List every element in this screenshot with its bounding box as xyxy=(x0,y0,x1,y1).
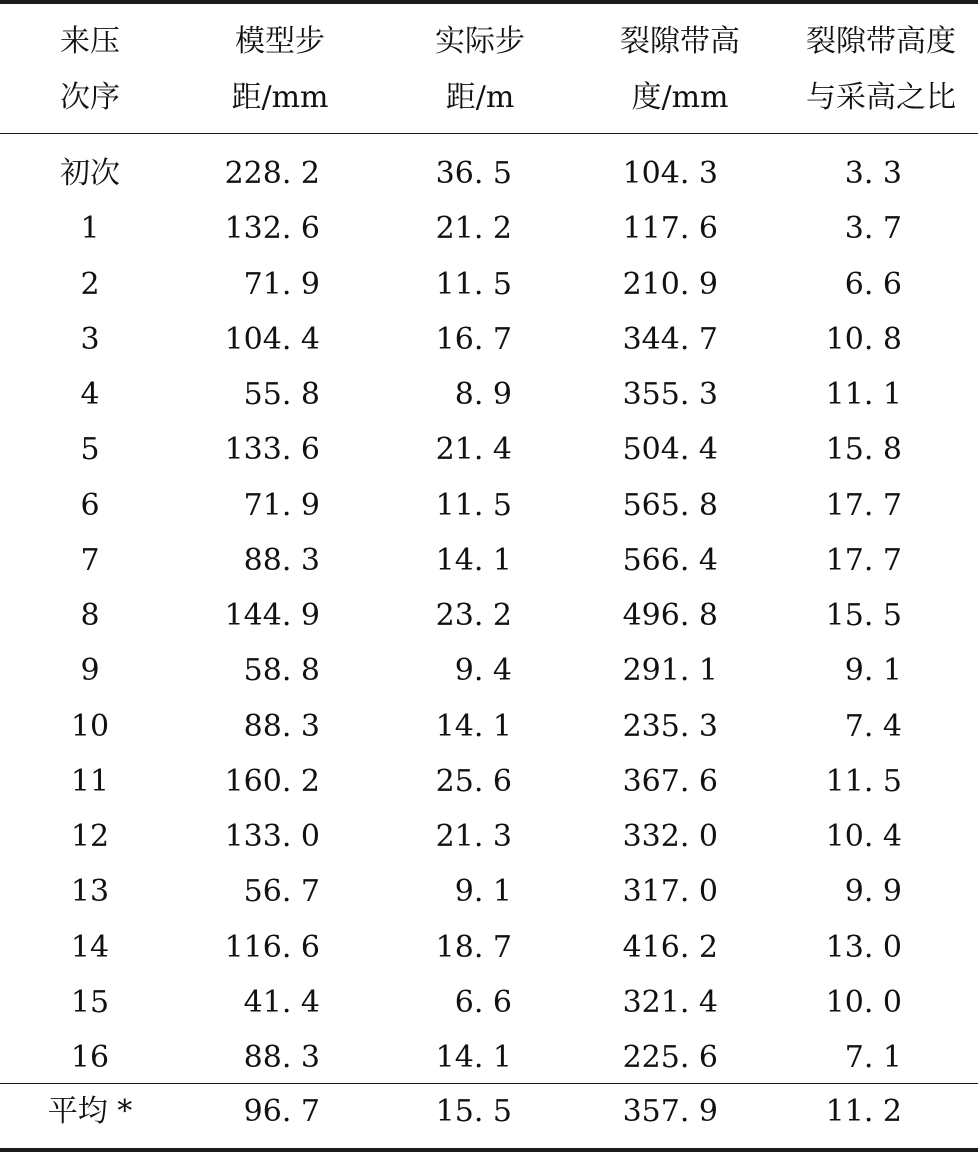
cell-sequence: 4 xyxy=(80,377,100,412)
cell-sequence: 9 xyxy=(80,653,100,689)
table-row xyxy=(0,146,978,201)
header-text: 次序 xyxy=(60,80,120,115)
cell-model-step: 228. 2 xyxy=(224,156,320,191)
cell-sequence: 6 xyxy=(80,487,100,523)
cell-height-ratio: 13. 0 xyxy=(825,929,902,965)
average-model-step: 96. 7 xyxy=(243,1094,320,1129)
header-text: 来压 xyxy=(60,24,120,59)
cell-height-ratio: 9. 1 xyxy=(844,653,902,689)
cell-actual-step: 9. 4 xyxy=(454,653,512,689)
cell-model-step: 116. 6 xyxy=(224,929,320,965)
cell-actual-step: 25. 6 xyxy=(435,763,512,799)
cell-sequence: 2 xyxy=(80,266,100,302)
cell-model-step: 104. 4 xyxy=(224,321,320,357)
cell-fracture-height: 332. 0 xyxy=(622,819,718,854)
cell-actual-step: 36. 5 xyxy=(435,156,512,191)
cell-sequence: 12 xyxy=(70,819,110,854)
top-rule xyxy=(0,0,978,4)
cell-model-step: 41. 4 xyxy=(243,984,320,1020)
cell-height-ratio: 9. 9 xyxy=(844,874,902,910)
cell-sequence: 初次 xyxy=(60,156,120,191)
header-rule xyxy=(0,133,978,134)
cell-fracture-height: 317. 0 xyxy=(622,874,718,910)
cell-actual-step: 11. 5 xyxy=(435,266,512,302)
cell-fracture-height: 117. 6 xyxy=(622,211,718,247)
cell-actual-step: 14. 1 xyxy=(435,542,512,578)
cell-model-step: 88. 3 xyxy=(243,542,320,578)
cell-fracture-height: 566. 4 xyxy=(622,542,718,578)
cell-height-ratio: 11. 5 xyxy=(825,763,902,799)
table-row xyxy=(0,920,978,975)
cell-model-step: 133. 6 xyxy=(224,432,320,468)
header-text: 度/mm xyxy=(631,80,729,115)
cell-fracture-height: 565. 8 xyxy=(622,487,718,523)
table-row xyxy=(0,699,978,754)
table-row xyxy=(0,367,978,422)
cell-height-ratio: 3. 3 xyxy=(844,156,902,191)
header-model-step xyxy=(200,14,360,126)
header-text: 距/m xyxy=(445,80,515,115)
header-text: 裂隙带高度 xyxy=(806,24,956,59)
header-text: 裂隙带高 xyxy=(620,24,740,59)
cell-sequence: 7 xyxy=(80,542,100,578)
cell-sequence: 10 xyxy=(70,708,110,744)
cell-model-step: 71. 9 xyxy=(243,266,320,302)
average-actual-step: 15. 5 xyxy=(435,1094,512,1129)
table-row xyxy=(0,201,978,256)
cell-model-step: 58. 8 xyxy=(243,653,320,689)
cell-height-ratio: 10. 4 xyxy=(825,819,902,854)
table-row xyxy=(0,643,978,698)
table-row xyxy=(0,478,978,533)
header-text: 模型步 xyxy=(235,24,325,59)
header-height-ratio xyxy=(786,14,976,126)
cell-height-ratio: 17. 7 xyxy=(825,487,902,523)
header-text: 距/mm xyxy=(231,80,329,115)
table-row xyxy=(0,257,978,312)
table-row xyxy=(0,864,978,919)
cell-fracture-height: 355. 3 xyxy=(622,377,718,412)
cell-model-step: 88. 3 xyxy=(243,708,320,744)
average-fracture-height: 357. 9 xyxy=(622,1094,718,1129)
cell-fracture-height: 104. 3 xyxy=(622,156,718,191)
cell-model-step: 71. 9 xyxy=(243,487,320,523)
cell-model-step: 133. 0 xyxy=(224,819,320,854)
cell-actual-step: 21. 2 xyxy=(435,211,512,247)
table-row xyxy=(0,1030,978,1085)
table-row xyxy=(0,533,978,588)
cell-actual-step: 9. 1 xyxy=(454,874,512,910)
cell-actual-step: 21. 4 xyxy=(435,432,512,468)
cell-actual-step: 6. 6 xyxy=(454,984,512,1020)
cell-actual-step: 8. 9 xyxy=(454,377,512,412)
cell-height-ratio: 7. 1 xyxy=(844,1040,902,1075)
table-row xyxy=(0,754,978,809)
cell-sequence: 14 xyxy=(70,929,110,965)
cell-fracture-height: 496. 8 xyxy=(622,598,718,633)
cell-sequence: 3 xyxy=(80,321,100,357)
cell-height-ratio: 3. 7 xyxy=(844,211,902,247)
header-text: 实际步 xyxy=(435,24,525,59)
cell-actual-step: 16. 7 xyxy=(435,321,512,357)
cell-sequence: 16 xyxy=(70,1040,110,1075)
average-height-ratio: 11. 2 xyxy=(825,1094,902,1129)
cell-fracture-height: 504. 4 xyxy=(622,432,718,468)
header-text: 与采高之比 xyxy=(806,80,956,115)
table-row xyxy=(0,588,978,643)
cell-fracture-height: 416. 2 xyxy=(622,929,718,965)
table-row xyxy=(0,809,978,864)
cell-actual-step: 21. 3 xyxy=(435,819,512,854)
cell-model-step: 56. 7 xyxy=(243,874,320,910)
cell-height-ratio: 15. 8 xyxy=(825,432,902,468)
cell-fracture-height: 321. 4 xyxy=(622,984,718,1020)
cell-height-ratio: 11. 1 xyxy=(825,377,902,412)
cell-actual-step: 14. 1 xyxy=(435,708,512,744)
cell-height-ratio: 15. 5 xyxy=(825,598,902,633)
cell-sequence: 13 xyxy=(70,874,110,910)
cell-model-step: 160. 2 xyxy=(224,763,320,799)
cell-sequence: 1 xyxy=(80,211,100,247)
table-row xyxy=(0,422,978,477)
cell-actual-step: 18. 7 xyxy=(435,929,512,965)
average-label: 平均 * xyxy=(47,1094,133,1129)
cell-fracture-height: 344. 7 xyxy=(622,321,718,357)
cell-fracture-height: 367. 6 xyxy=(622,763,718,799)
header-fracture-height xyxy=(600,14,760,126)
cell-height-ratio: 10. 8 xyxy=(825,321,902,357)
cell-fracture-height: 210. 9 xyxy=(622,266,718,302)
cell-fracture-height: 291. 1 xyxy=(622,653,718,689)
cell-model-step: 55. 8 xyxy=(243,377,320,412)
bottom-rule xyxy=(0,1148,978,1152)
cell-model-step: 88. 3 xyxy=(243,1040,320,1075)
cell-sequence: 8 xyxy=(80,598,100,633)
table-row xyxy=(0,312,978,367)
cell-height-ratio: 17. 7 xyxy=(825,542,902,578)
cell-model-step: 132. 6 xyxy=(224,211,320,247)
header-sequence xyxy=(30,14,150,126)
cell-model-step: 144. 9 xyxy=(224,598,320,633)
cell-height-ratio: 6. 6 xyxy=(844,266,902,302)
cell-actual-step: 14. 1 xyxy=(435,1040,512,1075)
average-row xyxy=(0,1084,978,1139)
cell-height-ratio: 7. 4 xyxy=(844,708,902,744)
cell-actual-step: 11. 5 xyxy=(435,487,512,523)
table-row xyxy=(0,975,978,1030)
cell-sequence: 15 xyxy=(70,984,110,1020)
cell-height-ratio: 10. 0 xyxy=(825,984,902,1020)
cell-fracture-height: 235. 3 xyxy=(622,708,718,744)
cell-sequence: 11 xyxy=(70,763,110,799)
cell-actual-step: 23. 2 xyxy=(435,598,512,633)
cell-fracture-height: 225. 6 xyxy=(622,1040,718,1075)
cell-sequence: 5 xyxy=(80,432,100,468)
header-actual-step xyxy=(400,14,560,126)
